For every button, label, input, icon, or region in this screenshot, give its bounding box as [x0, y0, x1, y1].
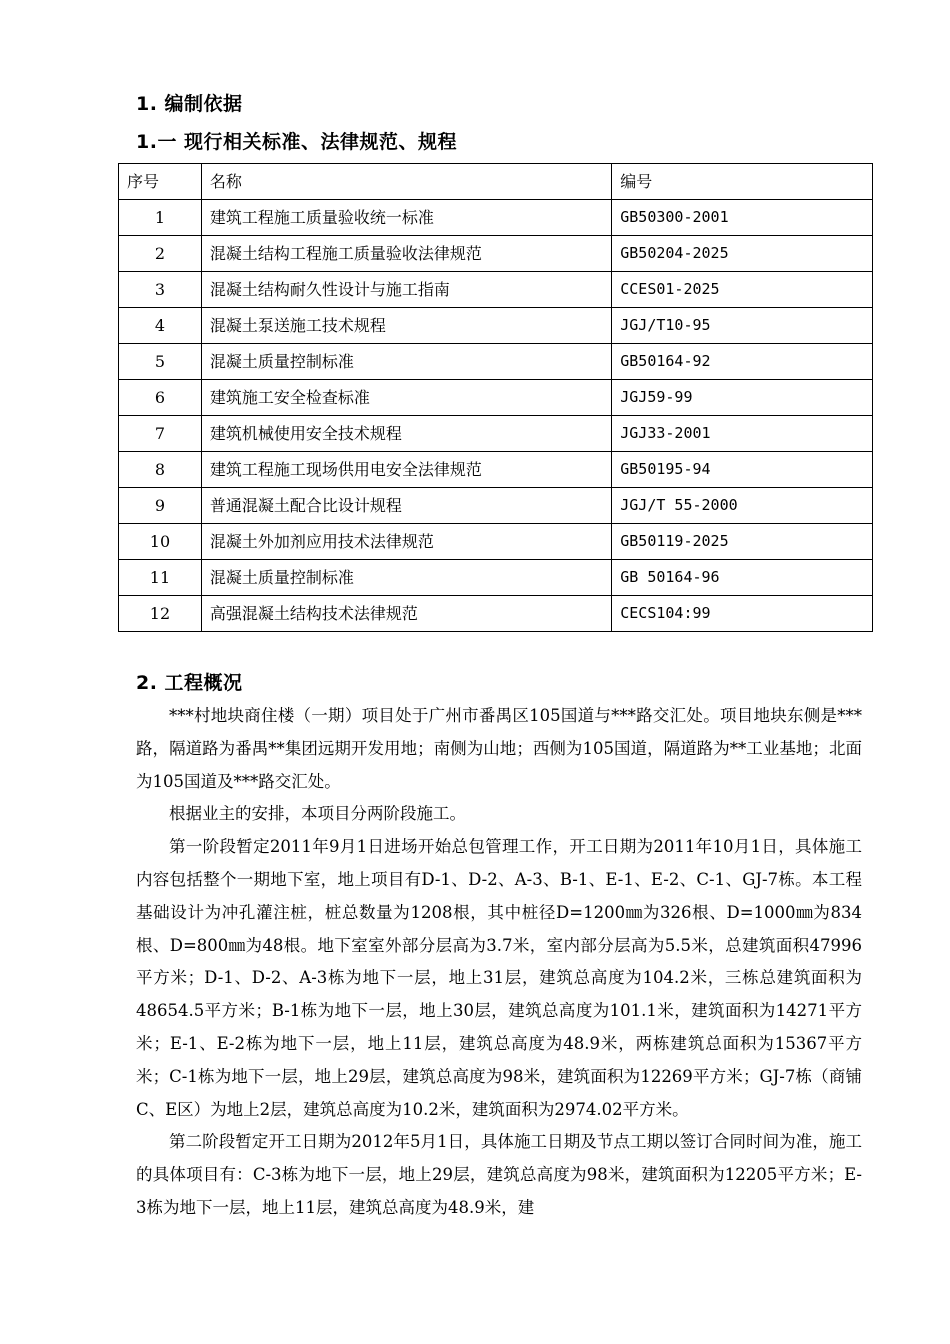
row-standard-code: GB 50164-96	[612, 560, 873, 596]
row-standard-code: GB50164-92	[612, 344, 873, 380]
row-standard-name: 高强混凝土结构技术法律规范	[201, 596, 611, 632]
overview-paragraph-location: ***村地块商住楼（一期）项目处于广州市番禺区105国道与***路交汇处。项目地块东侧是***路，隔道路为番禺**集团远期开发用地；南侧为山地；西侧为105国道，隔道路为**工业基地；北面为105国道及***路交汇处。	[136, 706, 862, 791]
row-standard-name: 建筑工程施工质量验收统一标准	[201, 200, 611, 236]
overview-paragraph-phases: 根据业主的安排，本项目分两阶段施工。	[169, 804, 466, 824]
row-number: 6	[119, 380, 202, 416]
header-no: 序号	[119, 164, 202, 200]
overview-paragraph-phase-two: 第二阶段暂定开工日期为2012年5月1日，具体施工日期及节点工期以签订合同时间为准，施工的具体项目有：C-3栋为地下一层，地上29层，建筑总高度为98米，建筑面积为12205平方米；E-3栋为地下一层，地上11层，建筑总高度为48.9米，建	[136, 1132, 862, 1217]
row-number: 7	[119, 416, 202, 452]
row-standard-code: GB50195-94	[612, 452, 873, 488]
row-number: 5	[119, 344, 202, 380]
row-number: 8	[119, 452, 202, 488]
row-standard-name: 普通混凝土配合比设计规程	[201, 488, 611, 524]
subsection-heading-standards: 1.一 现行相关标准、法律规范、规程	[136, 131, 458, 153]
row-standard-code: GB50300-2001	[612, 200, 873, 236]
table-row	[119, 200, 873, 236]
overview-paragraph-phase-one: 第一阶段暂定2011年9月1日进场开始总包管理工作，开工日期为2011年10月1日，具体施工内容包括整个一期地下室，地上项目有D-1、D-2、A-3、B-1、E-1、E-2、C-1、GJ-7栋。本工程基础设计为冲孔灌注桩，桩总数量为1208根，其中桩径D=1200㎜为326根、D=1000㎜为834根、D=800㎜为48根。地下室室外部分层高为3.7米，室内部分层高为5.5米，总建筑面积47996平方米；D-1、D-2、A-3栋为地下一层，地上31层，建筑总高度为104.2米，三栋总建筑面积为48654.5平方米；B-1栋为地下一层，地上30层，建筑总高度为101.1米，建筑面积为14271平方米；E-1、E-2栋为地下一层，地上11层，建筑总高度为48.9米，两栋建筑总面积为15367平方米；C-1栋为地下一层，地上29层，建筑总高度为98米，建筑面积为12269平方米；GJ-7栋（商铺C、E区）为地上2层，建筑总高度为10.2米，建筑面积为2974.02平方米。	[136, 837, 862, 1119]
table-row	[119, 272, 873, 308]
header-code: 编号	[612, 164, 873, 200]
row-number: 9	[119, 488, 202, 524]
row-standard-code: GB50119-2025	[612, 524, 873, 560]
row-standard-name: 混凝土质量控制标准	[201, 344, 611, 380]
row-standard-name: 混凝土泵送施工技术规程	[201, 308, 611, 344]
row-standard-name: 建筑机械使用安全技术规程	[201, 416, 611, 452]
row-standard-name: 混凝土结构工程施工质量验收法律规范	[201, 236, 611, 272]
row-standard-code: CECS104:99	[612, 596, 873, 632]
table-row	[119, 452, 873, 488]
section-heading-overview: 2. 工程概况	[136, 672, 243, 694]
table-row	[119, 524, 873, 560]
row-standard-name: 混凝土质量控制标准	[201, 560, 611, 596]
row-number: 10	[119, 524, 202, 560]
row-standard-name: 建筑施工安全检查标准	[201, 380, 611, 416]
section-heading-basis: 1. 编制依据	[136, 93, 243, 115]
row-number: 2	[119, 236, 202, 272]
row-standard-code: JGJ/T 55-2000	[612, 488, 873, 524]
table-row	[119, 416, 873, 452]
row-standard-code: JGJ33-2001	[612, 416, 873, 452]
row-standard-code: JGJ59-99	[612, 380, 873, 416]
row-standard-code: GB50204-2025	[612, 236, 873, 272]
overview-body	[136, 700, 862, 1225]
row-standard-name: 混凝土结构耐久性设计与施工指南	[201, 272, 611, 308]
table-row	[119, 488, 873, 524]
row-number: 11	[119, 560, 202, 596]
row-number: 3	[119, 272, 202, 308]
row-number: 12	[119, 596, 202, 632]
row-standard-code: CCES01-2025	[612, 272, 873, 308]
table-row	[119, 560, 873, 596]
table-row	[119, 308, 873, 344]
table-row	[119, 236, 873, 272]
row-number: 1	[119, 200, 202, 236]
header-name: 名称	[201, 164, 611, 200]
row-standard-code: JGJ/T10-95	[612, 308, 873, 344]
table-row	[119, 344, 873, 380]
standards-table-body	[119, 200, 873, 632]
standards-table	[118, 163, 873, 632]
row-number: 4	[119, 308, 202, 344]
table-row	[119, 380, 873, 416]
row-standard-name: 混凝土外加剂应用技术法律规范	[201, 524, 611, 560]
table-header-row	[119, 164, 873, 200]
table-row	[119, 596, 873, 632]
row-standard-name: 建筑工程施工现场供用电安全法律规范	[201, 452, 611, 488]
